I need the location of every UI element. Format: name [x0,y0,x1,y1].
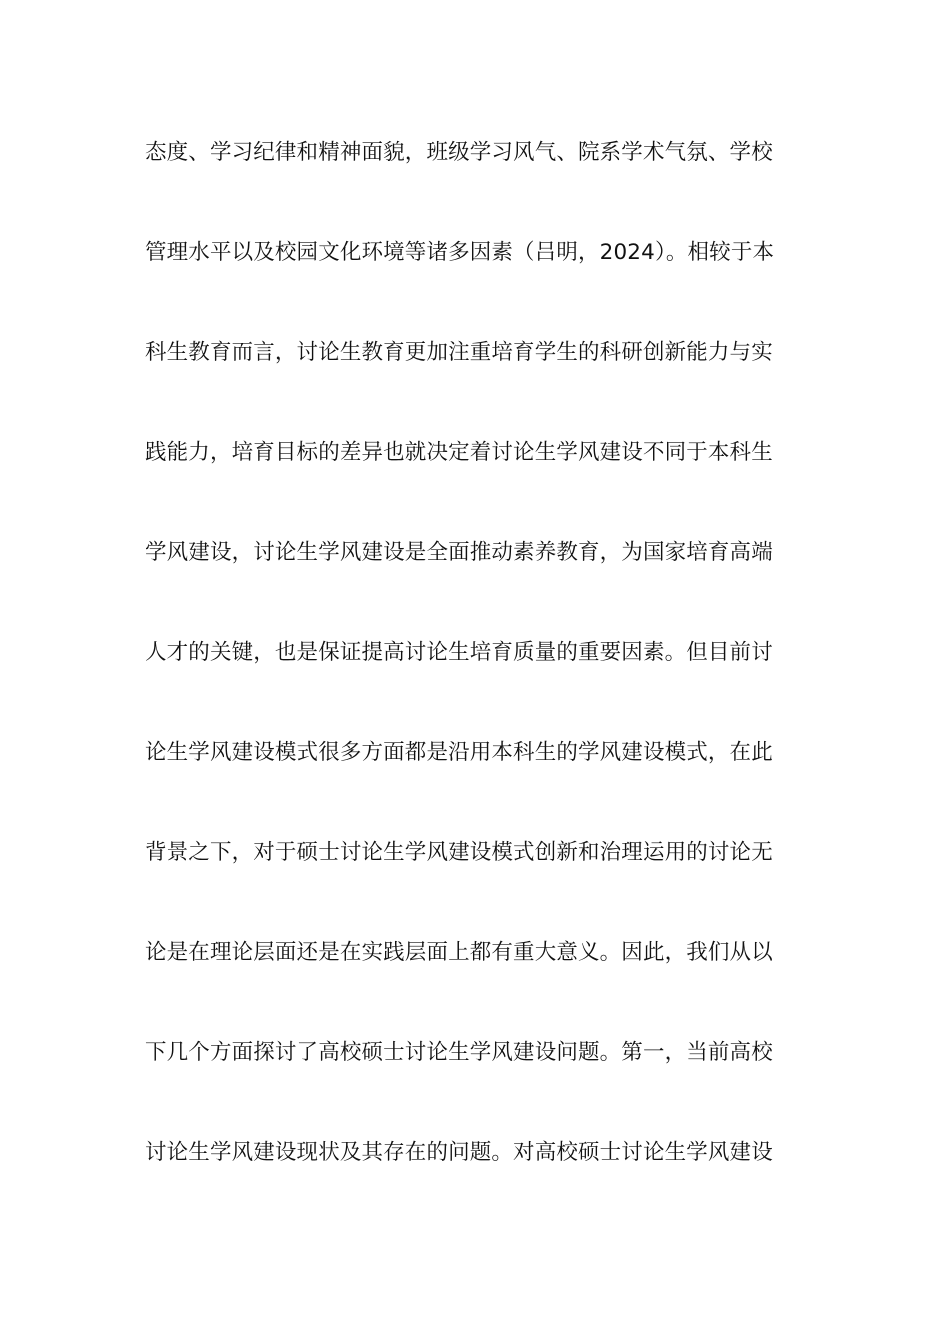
text-line: 论生学风建设模式很多方面都是沿用本科生的学风建设模式，在此 [145,740,773,765]
text-line: 态度、学习纪律和精神面貌，班级学习风气、院系学术气氛、学校 [145,140,773,165]
body-paragraph [145,132,815,1232]
text-line: 管理水平以及校园文化环境等诸多因素（吕明，2024）。相较于本 [145,240,775,265]
text-line: 背景之下，对于硕士讨论生学风建设模式创新和治理运用的讨论无 [145,840,773,865]
text-line: 下几个方面探讨了高校硕士讨论生学风建设问题。第一，当前高校 [145,1040,773,1065]
text-line: 讨论生学风建设现状及其存在的问题。对高校硕士讨论生学风建设 [145,1140,773,1165]
text-line: 学风建设，讨论生学风建设是全面推动素养教育，为国家培育高端 [145,540,773,565]
text-line: 科生教育而言，讨论生教育更加注重培育学生的科研创新能力与实 [145,340,773,365]
text-line: 人才的关键，也是保证提高讨论生培育质量的重要因素。但目前讨 [145,640,773,665]
text-line: 论是在理论层面还是在实践层面上都有重大意义。因此，我们从以 [145,940,773,965]
text-line: 践能力，培育目标的差异也就决定着讨论生学风建设不同于本科生 [145,440,773,465]
